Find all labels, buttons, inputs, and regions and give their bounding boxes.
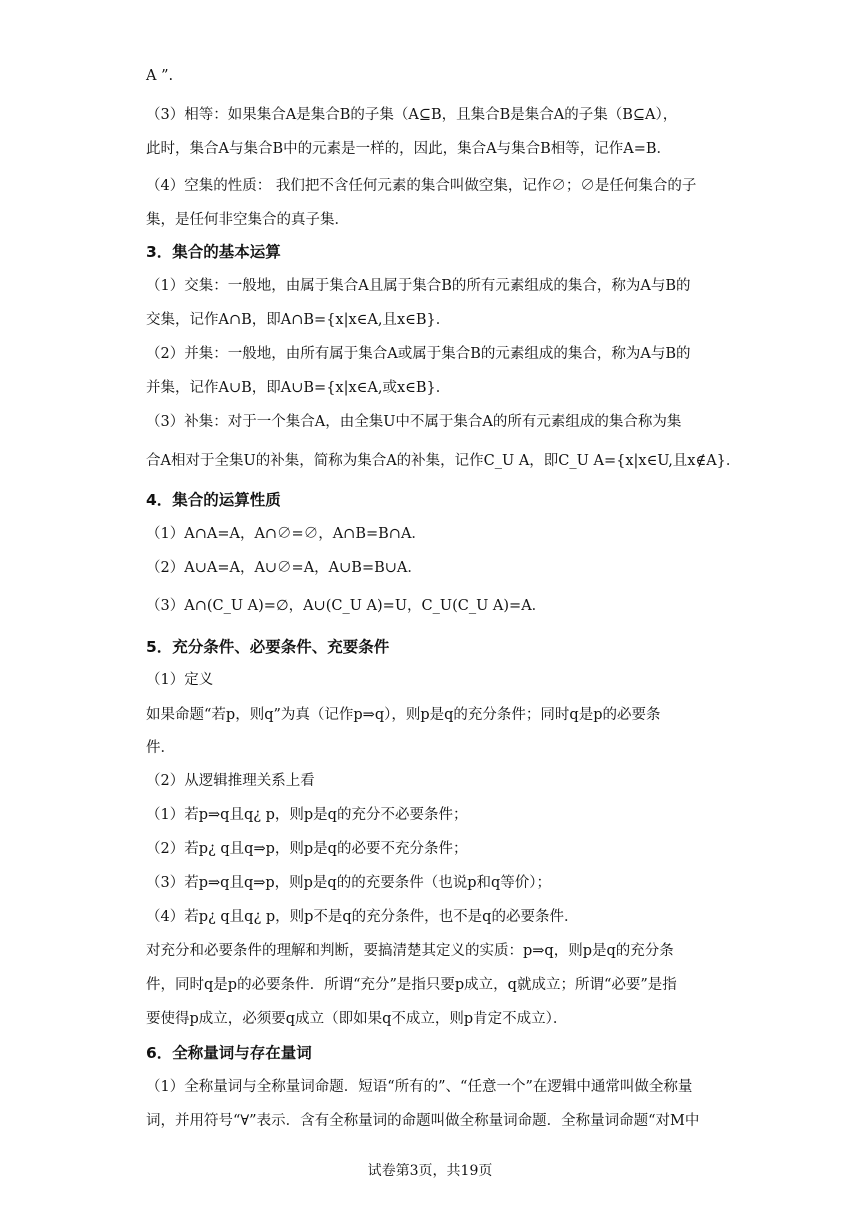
text-line: （1）A∩A=A，A∩∅=∅，A∩B=B∩A．	[146, 526, 426, 542]
text-line: 并集，记作A∪B，即A∪B={x|x∈A,或x∈B}．	[146, 380, 451, 396]
text-line: （4）空集的性质： 我们把不含任何元素的集合叫做空集，记作∅；∅是任何集合的子	[146, 178, 697, 194]
section-heading: 6．全称量词与存在量词	[146, 1044, 312, 1062]
section-heading: 5．充分条件、必要条件、充要条件	[146, 638, 390, 656]
text-line: 集，是任何非空集合的真子集．	[146, 212, 349, 228]
text-line: 要使得p成立，必须要q成立（即如果q不成立，则p肯定不成立）．	[146, 1011, 568, 1027]
text-line: A ”.	[146, 68, 174, 84]
text-line: （1）全称量词与全称量词命题．短语“所有的”、“任意一个”在逻辑中通常叫做全称量	[146, 1079, 693, 1095]
text-line: （3）若p⇒q且q⇒p，则p是q的的充要条件（也说p和q等价）；	[146, 875, 552, 891]
text-line: （2）并集：一般地，由所有属于集合A或属于集合B的元素组成的集合，称为A与B的	[146, 346, 691, 362]
text-line: （3）相等：如果集合A是集合B的子集（A⊆B，且集合B是集合A的子集（B⊆A），	[146, 107, 678, 123]
text-line: （4）若p¿ q且q¿ p，则p不是q的充分条件，也不是q的必要条件．	[146, 909, 579, 925]
text-line: （3）A∩(C_U A)=∅，A∪(C_U A)=U，C_U(C_U A)=A．	[146, 598, 547, 614]
text-line: （1）交集：一般地，由属于集合A且属于集合B的所有元素组成的集合，称为A与B的	[146, 278, 691, 294]
text-line: 词，并用符号“∀”表示．含有全称量词的命题叫做全称量词命题．全称量词命题“对M中	[146, 1113, 700, 1129]
section-heading: 3．集合的基本运算	[146, 243, 281, 261]
text-line: （2）从逻辑推理关系上看	[146, 773, 315, 789]
text-line: 对充分和必要条件的理解和判断，要搞清楚其定义的实质：p⇒q，则p是q的充分条	[146, 943, 674, 959]
text-line: （3）补集：对于一个集合A，由全集U中不属于集合A的所有元素组成的集合称为集	[146, 414, 682, 430]
text-line: 件，同时q是p的必要条件．所谓“充分”是指只要p成立，q就成立；所谓“必要”是指	[146, 977, 677, 993]
section-heading: 4．集合的运算性质	[146, 491, 281, 509]
text-line: 如果命题“若p，则q”为真（记作p⇒q），则p是q的充分条件；同时q是p的必要条	[146, 707, 661, 723]
text-line: （2）A∪A=A，A∪∅=A，A∪B=B∪A．	[146, 560, 422, 576]
text-line: 此时，集合A与集合B中的元素是一样的，因此，集合A与集合B相等，记作A=B．	[146, 141, 672, 157]
text-line: 交集，记作A∩B，即A∩B={x|x∈A,且x∈B}．	[146, 312, 451, 328]
text-line: （2）若p¿ q且q⇒p，则p是q的必要不充分条件；	[146, 841, 468, 857]
text-line: （1）定义	[146, 672, 214, 688]
text-line: 合A相对于全集U的补集，简称为集合A的补集，记作C_U A，即C_U A={x|x∈U,且x∉A}．	[146, 453, 741, 469]
text-line: （1）若p⇒q且q¿ p，则p是q的充分不必要条件；	[146, 807, 468, 823]
page-footer: 试卷第3页，共19页	[367, 1163, 493, 1179]
text-line: 件．	[146, 740, 175, 756]
